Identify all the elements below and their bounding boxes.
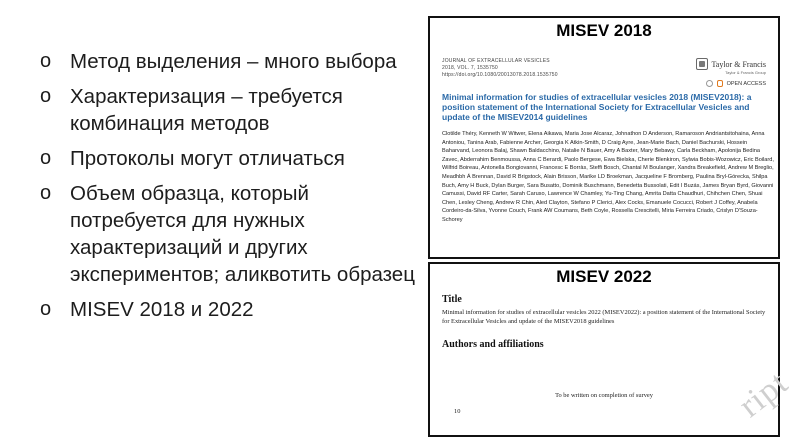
manuscript-watermark: ript (731, 364, 796, 425)
bullet-marker: o (40, 147, 52, 169)
paper-title: Minimal information for studies of extracellular vesicles 2022 (MISEV2022): a position statement of the International Society for Extracellular Vesicles and update of the MISEV2018 guidelines (442, 309, 766, 325)
journal-doi[interactable]: https://doi.org/10.1080/20013078.2018.1535750 (442, 72, 558, 78)
bullet-text: Метод выделения – много выбора (70, 50, 397, 73)
bullet-item (40, 145, 420, 172)
bullet-text: Характеризация – требуется комбинация методов (70, 85, 343, 135)
line-number: 10 (454, 408, 461, 415)
open-access-label: OPEN ACCESS (726, 80, 766, 87)
publisher-sub: Taylor & Francis Group (725, 70, 766, 75)
bullet-marker: o (40, 85, 52, 107)
completion-note: To be written on completion of survey (555, 392, 653, 399)
bullet-item (40, 296, 420, 323)
panel-title: MISEV 2018 (556, 21, 652, 40)
bullet-item (40, 48, 420, 75)
journal-volume: 2018, VOL. 7, 1535750 (442, 65, 498, 71)
paper-title: Minimal information for studies of extracellular vesicles 2018 (MISEV2018): a position statement of the International Society for Extracellular Vesicles and update of the MISEV2014 guidelines (442, 92, 752, 122)
bullet-text: MISEV 2018 и 2022 (70, 298, 254, 321)
bullet-text: Объем образца, который потребуется для нужных характеризаций и других экспериментов; аликвотить образец (70, 182, 415, 286)
publisher-logo (696, 58, 766, 75)
publisher-name: Taylor & Francis (711, 59, 766, 69)
open-access-row (706, 80, 766, 87)
bullet-marker: o (40, 298, 52, 320)
title-heading: Title (442, 294, 462, 305)
bullet-text: Протоколы могут отличаться (70, 147, 345, 170)
open-access-icon (717, 80, 723, 87)
bullet-item (40, 180, 420, 288)
crossmark-icon[interactable] (706, 80, 713, 87)
misev-2018-panel (428, 16, 780, 259)
panel-title: MISEV 2022 (556, 267, 652, 286)
authors-heading: Authors and affiliations (442, 339, 544, 350)
bullet-list (40, 48, 420, 331)
misev-2022-panel (428, 262, 796, 437)
bullet-marker: o (40, 50, 52, 72)
bullet-marker: o (40, 182, 52, 204)
author-list: Clotilde Théry, Kenneth W Witwer, Elena Aikawa, Maria Jose Alcaraz, Johnathon D Anderson, Ramaroson Andriantsitohaina, Anna Antoniou, Tanina Arab, Fabienne Archer, Georgia K Atkin-Smith, D Craig Ayre, Jean-Marie Bach, Daniel Bachurski, Hossein Baharvand, Leonora Balaj, Shawn Baldacchino, Natalie N Bauer, Amy A Baxter, Mary Bebawy, Carla Beckham, Apolonija Bedina Zavec, Abderrahim Benmoussa, Anna C Berardi, Paolo Bergese, Ewa Bielska, Cherie Blenkiron, Sylwia Bobis-Wozowicz, Eric Boilard, Wilfrid Boireau, Antonella Bongiovanni, Francesc E Borràs, Steffi Bosch, Chantal M Boulanger, Xandra Breakefield, Andrew M Breglio, Meadhbh Á Brennan, David R Brigstock, Alain Brisson, Marike LD Broekman, Jacqueline F Bromberg, Paulina Bryl-Górecka, Shilpa Buch, Amy H Buck, Dylan Burger, Sara Busatto, Dominik Buschmann, Benedetta Bussolati, Edit I Buzás, James Bryan Byrd, Giovanni Camussi, David RF Carter, Sarah Caruso, Lawrence W Chamley, Yu-Ting Chang, Amrita Datta Chaudhuri, Chihchen Chen, Shuai Chen, Lesley Cheng, Andrew R Chin, Aled Clayton, Stefano P Clerici, Alex Cocks, Emanuele Cocucci, Robert J Coffey, Anabela Cordeiro-da-Silva, Yvonne Couch, Frank AW Coumans, Beth Coyle, Rossella Crescitelli, Miria Ferreira Criado, Crislyn D'Souza-Schorey (442, 131, 774, 223)
bullet-item (40, 83, 420, 137)
journal-meta (442, 58, 558, 79)
publisher-icon (696, 58, 708, 70)
journal-name: JOURNAL OF EXTRACELLULAR VESICLES (442, 58, 550, 64)
